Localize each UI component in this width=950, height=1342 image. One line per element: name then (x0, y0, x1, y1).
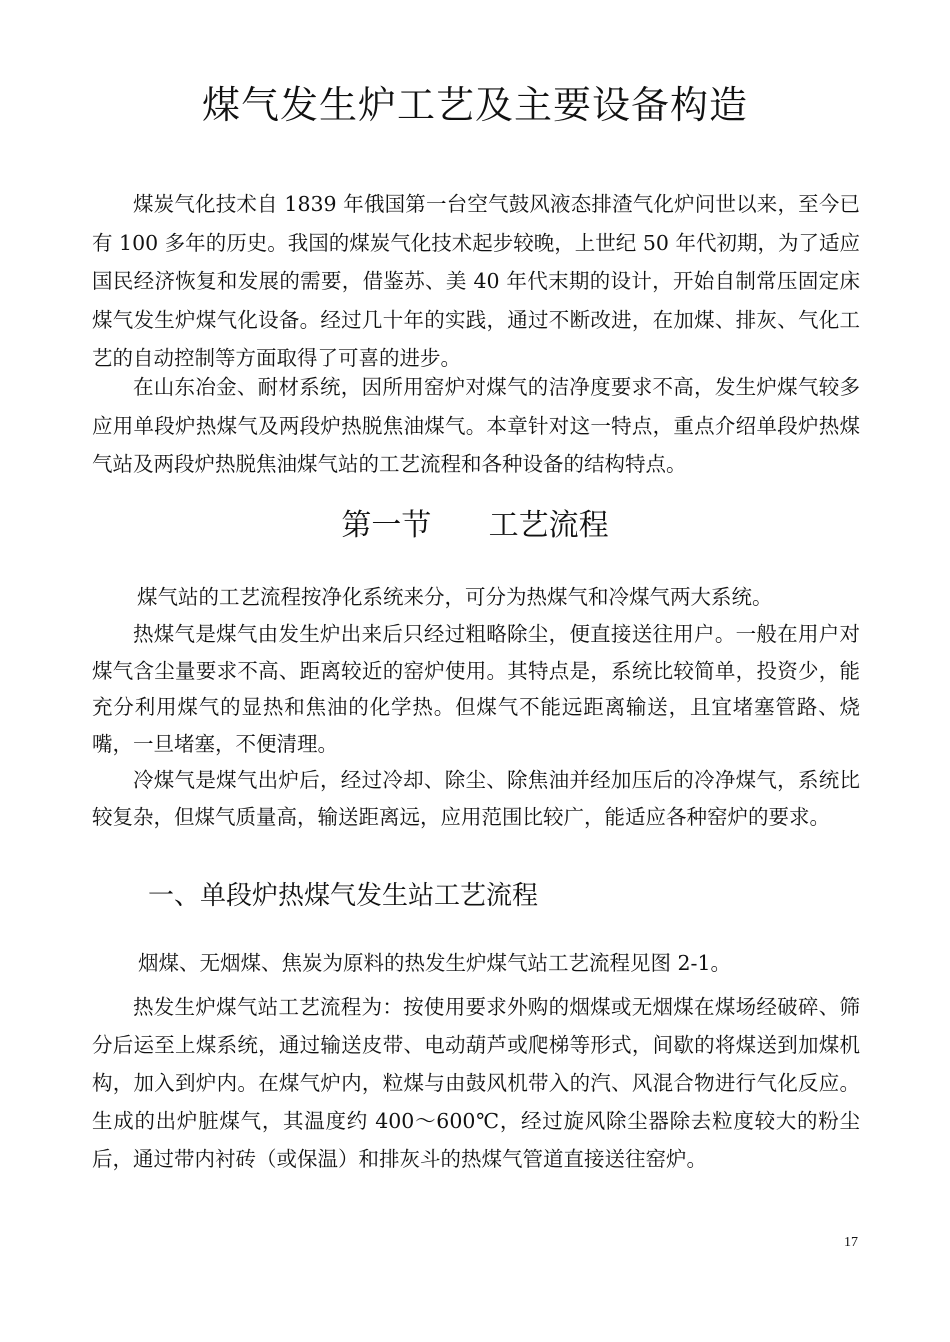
section-paragraph-3: 冷煤气是煤气出炉后，经过冷却、除尘、除焦油并经加压后的冷净煤气，系统比较复杂，但煤气质量高，输送距离远，应用范围比较广，能适应各种窑炉的要求。 (92, 768, 860, 829)
page-title: 煤气发生炉工艺及主要设备构造 (201, 83, 748, 127)
subsection-heading: 一、单段炉热煤气发生站工艺流程 (148, 881, 539, 911)
subsection-paragraph-2: 热发生炉煤气站工艺流程为：按使用要求外购的烟煤或无烟煤在煤场经破碎、筛分后运至上煤系统，通过输送皮带、电动葫芦或爬梯等形式，间歇的将煤送到加煤机构，加入到炉内。在煤气炉内，粒煤与由鼓风机带入的汽、风混合物进行气化反应。生成的出炉脏煤气，其温度约 400～600℃，经过旋风除尘器除去粒度较大的粉尘后，通过带内衬砖（或保温）和排灰斗的热煤气管道直接送往窑炉。 (92, 995, 860, 1171)
subsection-paragraph-1: 烟煤、无烟煤、焦炭为原料的热发生炉煤气站工艺流程见图 2-1。 (138, 951, 732, 975)
section-paragraph-1: 煤气站的工艺流程按净化系统来分，可分为热煤气和冷煤气两大系统。 (137, 585, 773, 609)
intro-paragraph-1: 煤炭气化技术自 1839 年俄国第一台空气鼓风液态排渣气化炉问世以来，至今已有 100 多年的历史。我国的煤炭气化技术起步较晚，上世纪 50 年代初期，为了适应国民经济恢复和发展的需要，借鉴苏、美 40 年代末期的设计，开始自制常压固定床煤气发生炉煤气化设备。经过几十年的实践，通过不断改进，在加煤、排灰、气化工艺的自动控制等方面取得了可喜的进步。 (92, 192, 860, 370)
section-heading: 第一节 工艺流程 (341, 508, 609, 543)
intro-paragraph-2: 在山东冶金、耐材系统，因所用窑炉对煤气的洁净度要求不高，发生炉煤气较多应用单段炉热煤气及两段炉热脱焦油煤气。本章针对这一特点，重点介绍单段炉热煤气站及两段炉热脱焦油煤气站的工艺流程和各种设备的结构特点。 (92, 375, 860, 476)
page-number: 17 (844, 1235, 858, 1250)
section-paragraph-2: 热煤气是煤气由发生炉出来后只经过粗略除尘，便直接送往用户。一般在用户对煤气含尘量要求不高、距离较近的窑炉使用。其特点是，系统比较简单，投资少，能充分利用煤气的显热和焦油的化学热。但煤气不能远距离输送，且宜堵塞管路、烧嘴，一旦堵塞，不便清理。 (92, 622, 860, 756)
